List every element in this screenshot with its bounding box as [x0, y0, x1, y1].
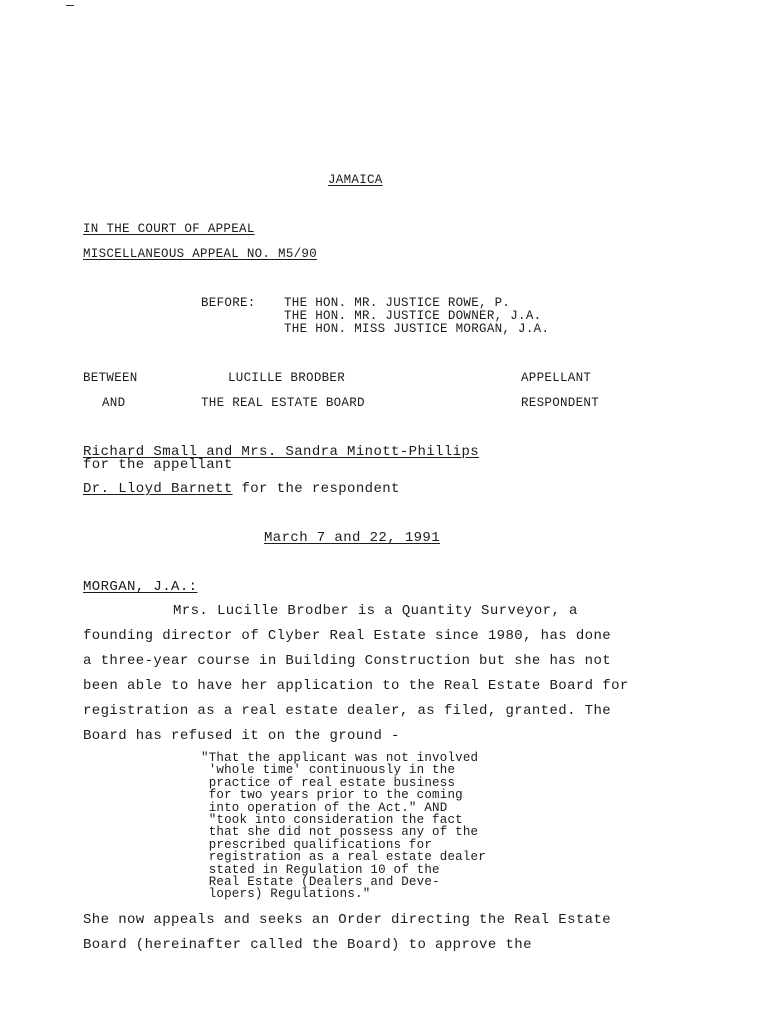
hearing-date: March 7 and 22, 1991: [264, 530, 441, 546]
judgment-line-5: registration as a real estate dealer, as filed, granted. The: [83, 703, 612, 719]
judgment-line-2: founding director of Clyber Real Estate since 1980, has done: [83, 628, 612, 644]
court-heading: IN THE COURT OF APPEAL: [83, 222, 255, 236]
judgment-line-4: been able to have her application to the Real Estate Board for: [83, 678, 629, 694]
respondent-role: RESPONDENT: [521, 396, 600, 410]
respondent-counsel-line: [83, 481, 400, 497]
appellant-name: LUCILLE BRODBER: [228, 371, 346, 385]
country-heading: JAMAICA: [328, 173, 383, 187]
judge-1: THE HON. MR. JUSTICE ROWE, P.: [284, 296, 511, 310]
judge-2: THE HON. MR. JUSTICE DOWNER, J.A.: [284, 309, 542, 323]
scan-mark: [66, 5, 74, 6]
judgment-line-1: Mrs. Lucille Brodber is a Quantity Surveyor, a: [173, 603, 578, 619]
bench-label: BEFORE:: [201, 296, 256, 310]
judgment-line-3: a three-year course in Building Construction but she has not: [83, 653, 612, 669]
respondent-counsel-suffix: for the respondent: [241, 481, 400, 497]
respondent-counsel: Dr. Lloyd Barnett: [83, 481, 233, 497]
judge-heading: MORGAN, J.A.:: [83, 579, 198, 595]
closing-line-2: Board (hereinafter called the Board) to approve the: [83, 937, 532, 953]
appellant-counsel-suffix: for the appellant: [83, 457, 233, 473]
respondent-name: THE REAL ESTATE BOARD: [201, 396, 365, 410]
and-label: AND: [102, 396, 126, 410]
closing-line-1: She now appeals and seeks an Order directing the Real Estate: [83, 912, 612, 928]
appellant-role: APPELLANT: [521, 371, 592, 385]
quoted-grounds: "That the applicant was not involved 'whole time' continuously in the practice of real estate business for two years prior to the coming into operation of the Act." AND "took into consideration the fact that she did not possess any of the prescribed qualifications for registration as a real estate dealer stated in Regulation 10 of the Real Estate (Dealers and Deve- lopers) Regulations.": [201, 751, 486, 902]
between-label: BETWEEN: [83, 371, 138, 385]
judge-3: THE HON. MISS JUSTICE MORGAN, J.A.: [284, 322, 550, 336]
appeal-number: MISCELLANEOUS APPEAL NO. M5/90: [83, 247, 318, 261]
judgment-line-6: Board has refused it on the ground -: [83, 728, 400, 744]
appellant-counsel: Richard Small and Mrs. Sandra Minott-Phillips: [83, 444, 480, 460]
